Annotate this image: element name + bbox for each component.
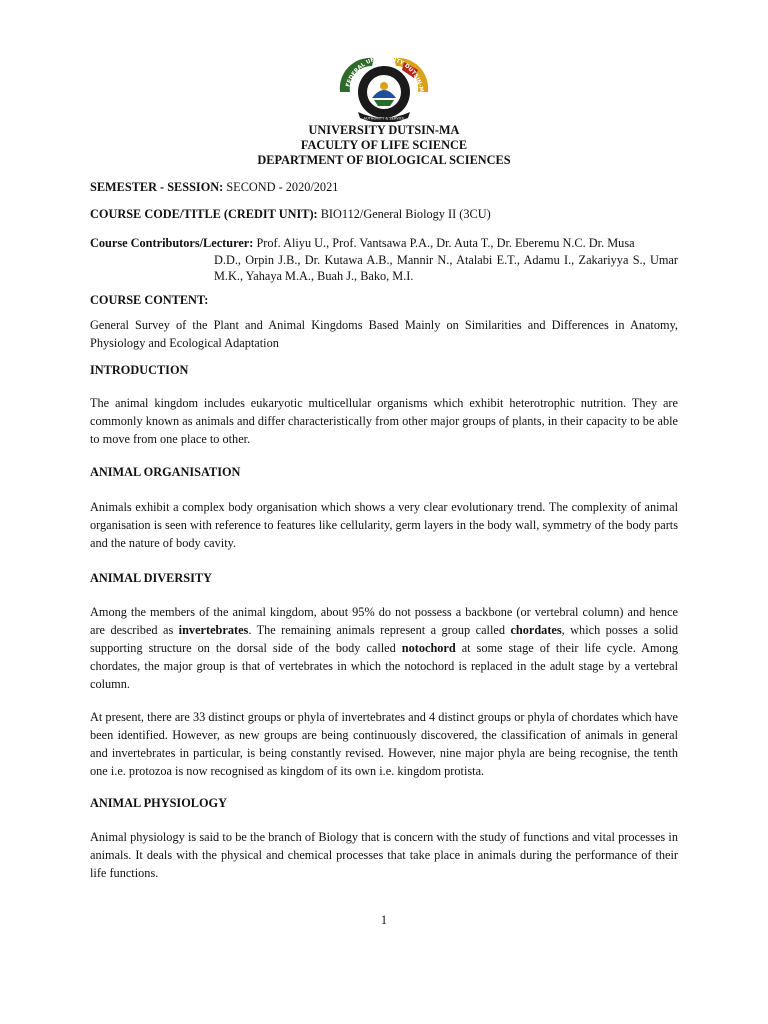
diversity-text-g: at some stage of their life cycle. Among chordates, the major group is that of vertebrates in which the notochord is replaced in the adult stage by a vertebral column. bbox=[90, 641, 678, 691]
term-chordates: chordates bbox=[510, 623, 562, 637]
course-line bbox=[90, 205, 678, 223]
animal-diversity-paragraph-2: At present, there are 33 distinct groups or phyla of invertebrates and 4 distinct groups or phyla of chordates which have been identified. However, as new groups are being continuously discovered, the classification of animals in general and invertebrates in particular, is being constantly revised. However, nine major phyla are being recognise, the tenth one i.e. protozoa is now recognised as kingdom of its own i.e. kingdom protista. bbox=[90, 710, 678, 778]
animal-organisation-text: Animals exhibit a complex body organisation which shows a very clear evolutionary trend. The complexity of animal organisation is seen with reference to features like cellularity, germ layers in the body wall, symmetry of the body parts and the nature of body cavity. bbox=[90, 500, 678, 550]
course-label: COURSE CODE/TITLE (CREDIT UNIT): bbox=[90, 207, 318, 221]
contributors-first-line: Prof. Aliyu U., Prof. Vantsawa P.A., Dr. Auta T., Dr. Eberemu N.C. Dr. Musa bbox=[253, 236, 635, 250]
semester-label: SEMESTER - SESSION: bbox=[90, 180, 224, 194]
department-name: DEPARTMENT OF BIOLOGICAL SCIENCES bbox=[257, 153, 511, 167]
document-header bbox=[0, 123, 768, 168]
course-value: BIO112/General Biology II (3CU) bbox=[317, 207, 491, 221]
animal-diversity-heading: ANIMAL DIVERSITY bbox=[90, 571, 212, 585]
page-number: 1 bbox=[380, 913, 388, 927]
diversity-text-a: Among the members of the animal kingdom, about 95% do not possess a backbone (or vertebral column) and hence are described as bbox=[90, 605, 678, 637]
term-notochord: notochord bbox=[401, 641, 456, 655]
diversity-text-c: . The remaining animals represent a group called bbox=[248, 623, 511, 637]
animal-diversity-paragraph-1 bbox=[90, 603, 678, 693]
contributors-block bbox=[90, 235, 678, 285]
semester-value: SECOND - 2020/2021 bbox=[223, 180, 339, 194]
logo-bottom-text: AUTHORITY & SERVICE bbox=[363, 116, 405, 121]
animal-organisation-heading: ANIMAL ORGANISATION bbox=[90, 465, 241, 479]
contributors-label: Course Contributors/Lecturer: bbox=[90, 236, 254, 250]
introduction-heading: INTRODUCTION bbox=[90, 363, 189, 377]
university-logo bbox=[334, 52, 434, 122]
logo-top-text: FEDERAL UNIVERSITY DUTSIN-MA bbox=[345, 55, 425, 97]
course-content-text: General Survey of the Plant and Animal Kingdoms Based Mainly on Similarities and Differences in Anatomy, Physiology and Ecological Adaptation bbox=[90, 318, 678, 350]
introduction-text: The animal kingdom includes eukaryotic multicellular organisms which exhibit heterotrophic nutrition. They are commonly known as animals and differ characteristically from other major groups of plants, in their capacity to be able to move from one place to other. bbox=[90, 396, 678, 446]
semester-line bbox=[90, 178, 678, 196]
contributors-rest: D.D., Orpin J.B., Dr. Kutawa A.B., Mannir N., Atalabi E.T., Adamu I., Zakariyya S., Umar M.K., Yahaya M.A., Buah J., Bako, M.I. bbox=[214, 252, 678, 283]
faculty-name: FACULTY OF LIFE SCIENCE bbox=[300, 138, 468, 152]
animal-physiology-heading: ANIMAL PHYSIOLOGY bbox=[90, 796, 227, 810]
diversity-text-e: , which posses a solid supporting structure on the dorsal side of the body called bbox=[90, 623, 679, 655]
course-content-heading: COURSE CONTENT: bbox=[90, 293, 209, 307]
university-name: UNIVERSITY DUTSIN-MA bbox=[308, 123, 460, 137]
animal-physiology-text: Animal physiology is said to be the branch of Biology that is concern with the study of functions and vital processes in animals. It deals with the physical and chemical processes that take place in animals during the performance of their life functions. bbox=[90, 830, 678, 880]
term-invertebrates: invertebrates bbox=[178, 623, 249, 637]
